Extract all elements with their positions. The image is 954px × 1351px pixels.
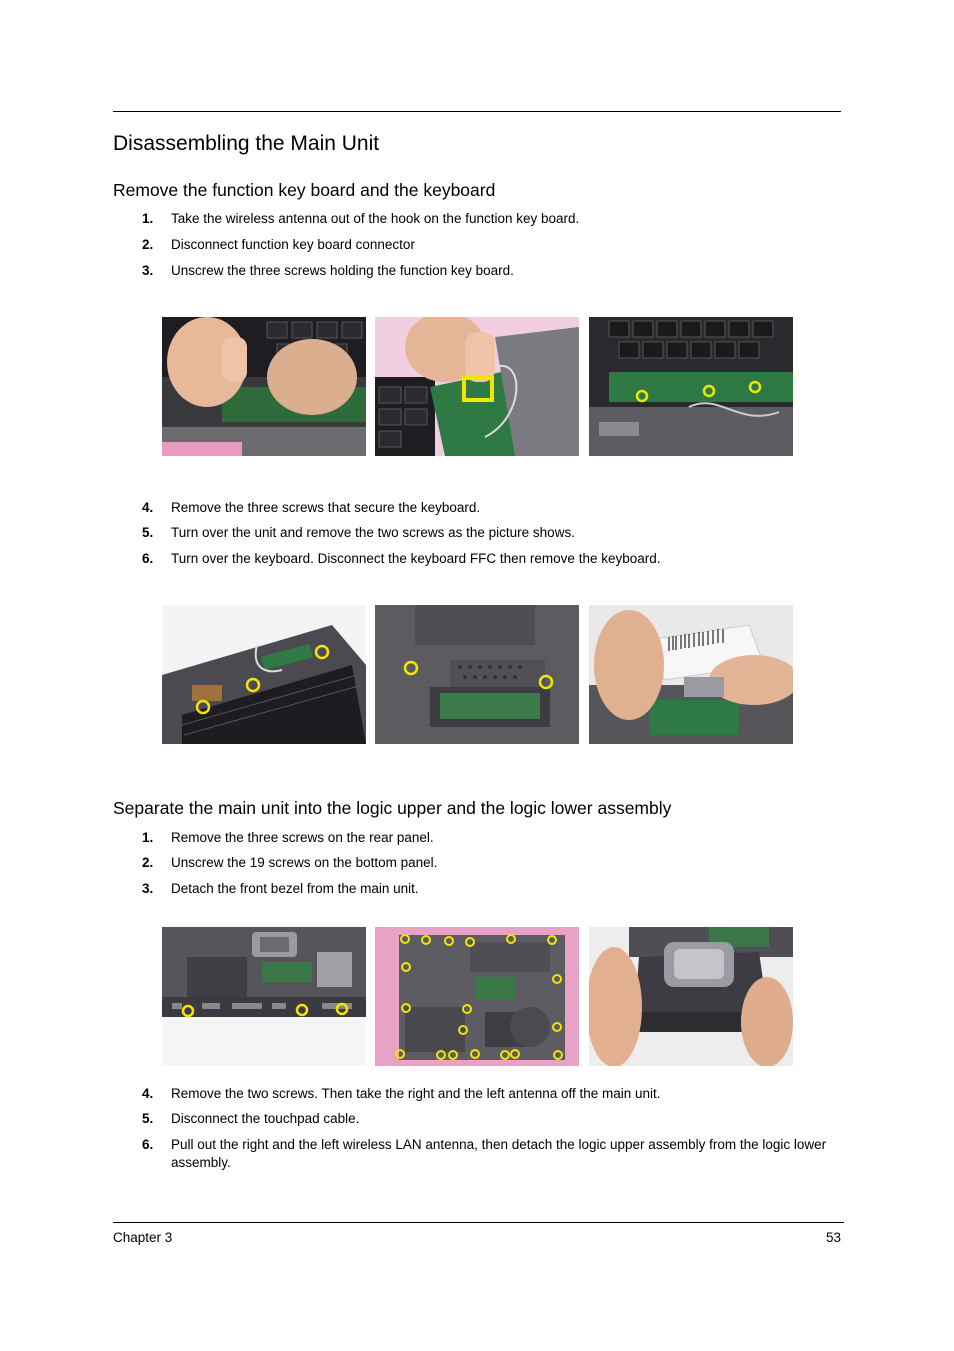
step-number: 6.: [142, 551, 154, 566]
keyboard-ffc-photo: [589, 605, 793, 744]
step-text: Remove the two screws. Then take the right and the left antenna off the main unit.: [171, 1086, 661, 1101]
page-title: Disassembling the Main Unit: [113, 132, 380, 155]
function-key-board-screws-photo: [589, 317, 793, 456]
function-key-board-connector-photo: [375, 317, 579, 456]
footer-page-number: 53: [825, 1230, 841, 1245]
step-text: Pull out the right and the left wireless LAN antenna, then detach the logic upper assembly from the logic lower assembly.: [171, 1137, 827, 1170]
step-text: Detach the front bezel from the main unit.: [171, 881, 419, 896]
step-number: 6.: [142, 1137, 154, 1152]
step-text: Remove the three screws on the rear panel.: [171, 830, 434, 845]
step-text: Remove the three screws that secure the keyboard.: [171, 500, 481, 515]
section-heading-keyboard: Remove the function key board and the keyboard: [113, 180, 496, 200]
hands-removing-antenna-photo: [162, 317, 366, 456]
keyboard-screws-photo: [162, 605, 366, 744]
step-number: 3.: [142, 263, 154, 278]
bottom-panel-screws-photo: [375, 605, 579, 744]
bottom-panel-19-screws-photo: [375, 927, 579, 1066]
rear-panel-screws-photo: [162, 927, 366, 1066]
step-number: 4.: [142, 500, 154, 515]
step-number: 5.: [142, 1111, 154, 1126]
step-number: 2.: [142, 237, 154, 252]
step-text: Unscrew the 19 screws on the bottom panel.: [171, 855, 438, 870]
step-number: 3.: [142, 881, 154, 896]
section-heading-separate: Separate the main unit into the logic upper and the logic lower assembly: [113, 798, 672, 818]
step-text: Unscrew the three screws holding the function key board.: [171, 263, 514, 278]
step-number: 1.: [142, 830, 154, 845]
front-bezel-photo: [589, 927, 793, 1066]
footer-chapter: Chapter 3: [113, 1230, 173, 1245]
step-number: 1.: [142, 211, 154, 226]
step-text: Disconnect function key board connector: [171, 237, 415, 252]
step-text: Turn over the keyboard. Disconnect the keyboard FFC then remove the keyboard.: [171, 551, 661, 566]
header-rule: [113, 111, 841, 112]
step-number: 5.: [142, 525, 154, 540]
step-text: Turn over the unit and remove the two screws as the picture shows.: [171, 525, 575, 540]
step-number: 2.: [142, 855, 154, 870]
step-text: Disconnect the touchpad cable.: [171, 1111, 360, 1126]
footer-rule: [113, 1222, 844, 1223]
step-number: 4.: [142, 1086, 154, 1101]
step-text: Take the wireless antenna out of the hook on the function key board.: [171, 211, 580, 226]
